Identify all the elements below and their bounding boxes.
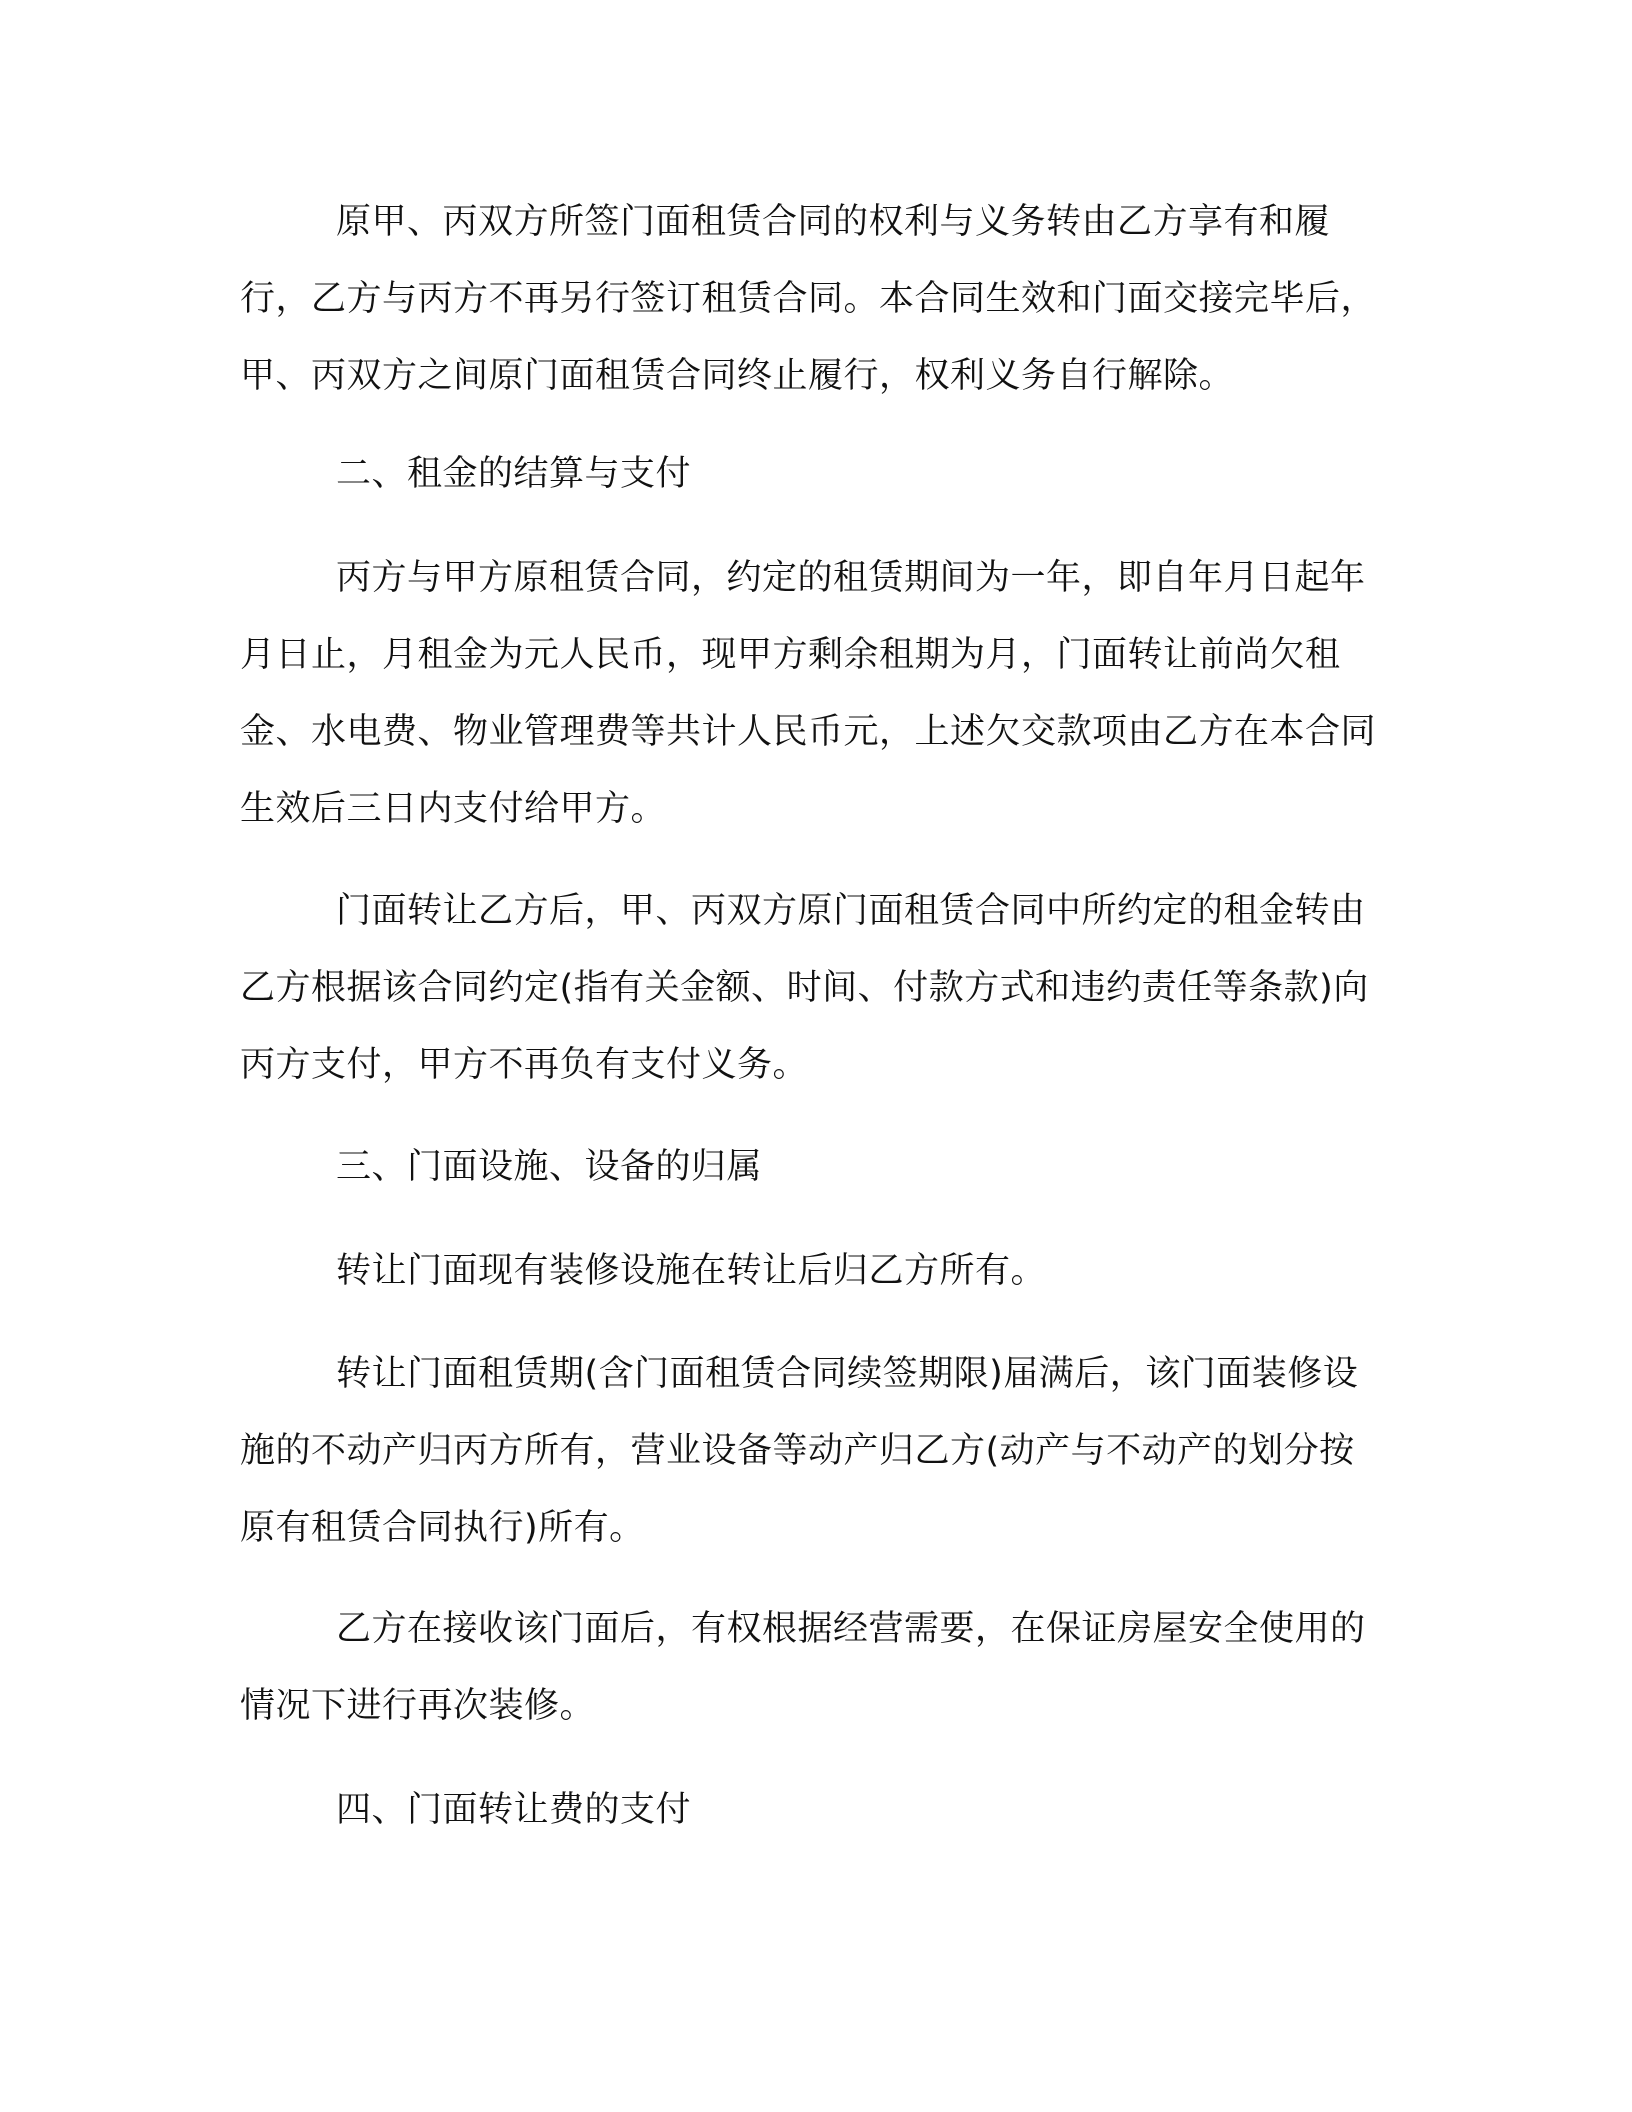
paragraph-rights-transfer: 原甲、丙双方所签门面租赁合同的权利与义务转由乙方享有和履行，乙方与丙方不再另行签订租赁合同。本合同生效和门面交接完毕后，甲、丙双方之间原门面租赁合同终止履行，权利义务自行解除。 [240,202,1377,396]
section-heading-transfer-fee: 四、门面转让费的支付 [336,1790,692,1830]
section-heading-rent-settlement: 二、租金的结算与支付 [336,454,692,494]
paragraph-redecoration-right: 乙方在接收该门面后，有权根据经营需要，在保证房屋安全使用的情况下进行再次装修。 [240,1609,1366,1726]
paragraph-property-division: 转让门面租赁期(含门面租赁合同续签期限)届满后，该门面装修设施的不动产归丙方所有，营业设备等动产归乙方(动产与不动产的划分按原有租赁合同执行)所有。 [240,1354,1359,1548]
paragraph-decoration-ownership: 转让门面现有装修设施在转让后归乙方所有。 [336,1251,1047,1291]
section-heading-facilities-ownership: 三、门面设施、设备的归属 [336,1147,763,1187]
paragraph-rent-payment: 门面转让乙方后，甲、丙双方原门面租赁合同中所约定的租金转由乙方根据该合同约定(指有关金额、时间、付款方式和违约责任等条款)向丙方支付，甲方不再负有支付义务。 [240,891,1369,1085]
paragraph-rent-terms: 丙方与甲方原租赁合同，约定的租赁期间为一年，即自年月日起年月日止，月租金为元人民币，现甲方剩余租期为月，门面转让前尚欠租金、水电费、物业管理费等共计人民币元，上述欠交款项由乙方在本合同生效后三日内支付给甲方。 [240,558,1377,829]
